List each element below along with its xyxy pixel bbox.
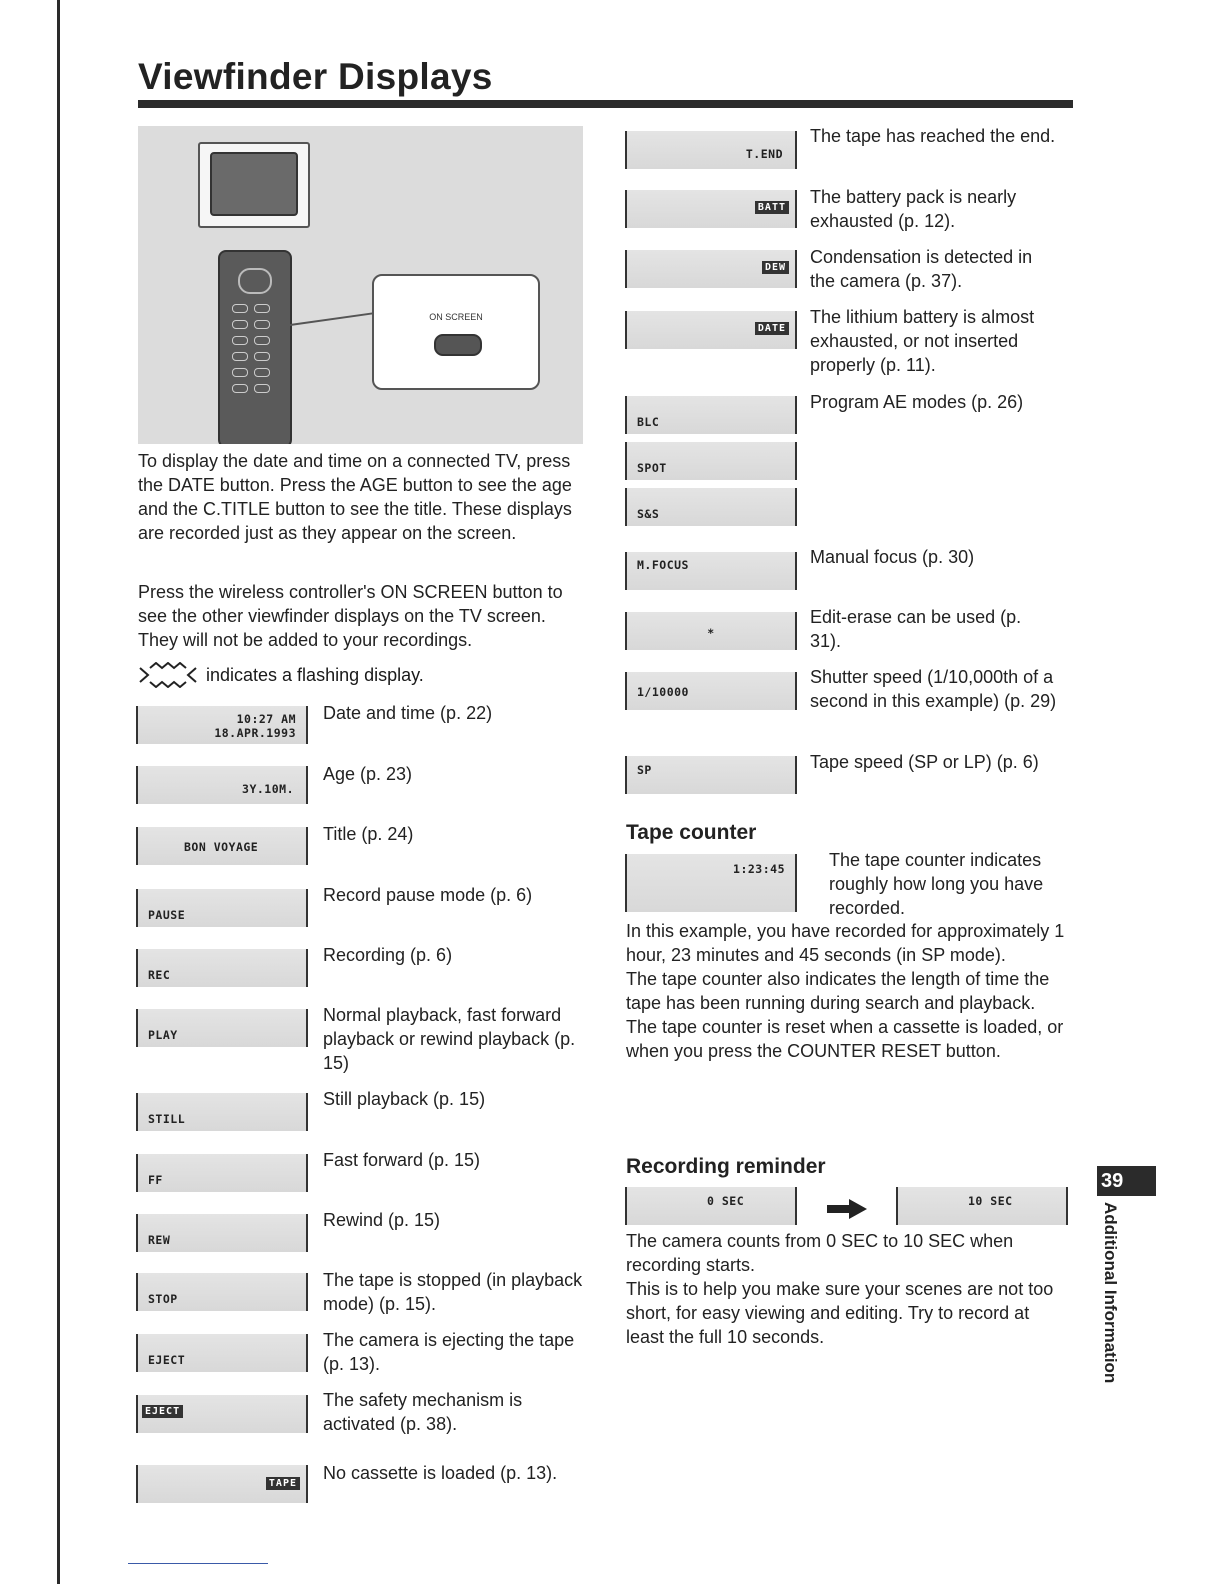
desc-dew: Condensation is detected in the camera (p. 37). bbox=[810, 247, 1033, 291]
display-batt bbox=[625, 190, 797, 228]
callout-pointer bbox=[290, 312, 373, 326]
display-text: EJECT bbox=[142, 1405, 183, 1418]
flashing-burst-icon bbox=[755, 322, 789, 335]
desc-play: Normal playback, fast forward playback or rewind playback (p. 15) bbox=[323, 1005, 576, 1073]
display-text: FF bbox=[148, 1173, 163, 1187]
display-text-2: 18.APR.1993 bbox=[214, 726, 296, 740]
page-title: Viewfinder Displays bbox=[138, 56, 493, 97]
display-s-and-s bbox=[625, 488, 797, 526]
desc-date-flashing: The lithium battery is almost exhausted, or not inserted properly (p. 11). bbox=[810, 307, 1035, 375]
display-tape-counter bbox=[625, 854, 797, 912]
desc-age: Age (p. 23) bbox=[323, 764, 413, 784]
flashing-burst-icon bbox=[138, 662, 198, 688]
display-pause bbox=[136, 889, 308, 927]
display-date-time bbox=[136, 706, 308, 744]
display-text: BLC bbox=[637, 415, 660, 429]
display-date-flashing bbox=[625, 311, 797, 349]
desc-program-ae: Program AE modes (p. 26) bbox=[810, 392, 1024, 412]
desc-shutter: Shutter speed (1/10,000th of a second in this example) (p. 29) bbox=[810, 667, 1057, 711]
display-ff bbox=[136, 1154, 308, 1192]
desc-eject-flashing: The safety mechanism is activated (p. 38). bbox=[323, 1390, 523, 1434]
display-text: 1:23:45 bbox=[733, 862, 785, 876]
left-margin-rule bbox=[57, 0, 60, 1584]
intro-paragraph-1: To display the date and time on a connected TV, press the DATE button. Press the AGE button to see the age and the C.TITLE button to see the title. These displays are recorded just as they appear on the screen. bbox=[138, 451, 572, 543]
desc-edit-erase: Edit-erase can be used (p. 31). bbox=[810, 607, 1022, 651]
display-text: 0 SEC bbox=[707, 1194, 745, 1208]
display-text: DEW bbox=[762, 261, 789, 274]
remote-controller-icon bbox=[218, 250, 292, 444]
display-text: EJECT bbox=[148, 1353, 186, 1367]
recording-reminder-body: The camera counts from 0 SEC to 10 SEC when recording starts. This is to help you make sure your scenes are not too short, for easy viewing and editing. Try to record at least the full 10 seconds. bbox=[626, 1231, 1054, 1347]
display-text: SP bbox=[637, 763, 652, 777]
display-text: 10 SEC bbox=[968, 1194, 1013, 1208]
bottom-margin-mark bbox=[128, 1563, 268, 1564]
desc-still: Still playback (p. 15) bbox=[323, 1089, 486, 1109]
display-text: DATE bbox=[755, 322, 789, 335]
display-text: PLAY bbox=[148, 1028, 178, 1042]
desc-tend: The tape has reached the end. bbox=[810, 126, 1056, 146]
display-text: STILL bbox=[148, 1112, 186, 1126]
display-m-focus bbox=[625, 552, 797, 590]
display-text: BATT bbox=[755, 201, 789, 214]
flashing-burst-icon bbox=[755, 201, 789, 214]
display-text: M.FOCUS bbox=[637, 558, 689, 572]
display-text: T.END bbox=[745, 147, 783, 161]
display-blc bbox=[625, 396, 797, 434]
tape-counter-desc: The tape counter indicates roughly how long you have recorded. bbox=[829, 850, 1044, 918]
desc-tape-flashing: No cassette is loaded (p. 13). bbox=[323, 1463, 558, 1483]
desc-sp: Tape speed (SP or LP) (p. 6) bbox=[810, 752, 1039, 772]
on-screen-button-icon bbox=[434, 334, 482, 356]
desc-stop: The tape is stopped (in playback mode) (p. 15). bbox=[323, 1270, 583, 1314]
on-screen-callout bbox=[372, 274, 540, 390]
desc-rew: Rewind (p. 15) bbox=[323, 1210, 441, 1230]
arrow-right-icon bbox=[825, 1198, 869, 1220]
display-text: REC bbox=[148, 968, 171, 982]
section-side-label: Additional Information bbox=[1101, 1202, 1120, 1384]
desc-pause: Record pause mode (p. 6) bbox=[323, 885, 533, 905]
display-text: REW bbox=[148, 1233, 171, 1247]
display-sp bbox=[625, 756, 797, 794]
display-age bbox=[136, 766, 308, 804]
desc-batt: The battery pack is nearly exhausted (p. 12). bbox=[810, 187, 1017, 231]
title-underline bbox=[138, 100, 1073, 108]
display-play bbox=[136, 1009, 308, 1047]
display-text: S&S bbox=[637, 507, 660, 521]
flashing-burst-icon bbox=[266, 1477, 300, 1490]
display-rew bbox=[136, 1214, 308, 1252]
display-10-sec bbox=[896, 1187, 1068, 1225]
flashing-burst-icon bbox=[142, 1405, 183, 1418]
display-eject bbox=[136, 1334, 308, 1372]
intro-paragraph-2: Press the wireless controller's ON SCREEN button to see the other viewfinder displays on the TV screen. They will not be added to your recordings. bbox=[138, 582, 563, 650]
display-eject-flashing bbox=[136, 1395, 308, 1433]
recording-reminder-heading: Recording reminder bbox=[626, 1155, 826, 1178]
desc-date-time: Date and time (p. 22) bbox=[323, 703, 493, 723]
display-tape-flashing bbox=[136, 1465, 308, 1503]
remote-illustration bbox=[138, 126, 583, 444]
page-number-badge: 39 bbox=[1097, 1166, 1156, 1196]
display-rec bbox=[136, 949, 308, 987]
display-text: STOP bbox=[148, 1292, 178, 1306]
tape-counter-heading: Tape counter bbox=[626, 821, 757, 844]
flash-legend-text: indicates a flashing display. bbox=[206, 665, 424, 685]
display-dew bbox=[625, 250, 797, 288]
display-text: * bbox=[707, 626, 715, 640]
on-screen-label: ON SCREEN bbox=[429, 312, 483, 322]
display-stop bbox=[136, 1273, 308, 1311]
display-text: BON VOYAGE bbox=[184, 840, 259, 854]
desc-m-focus: Manual focus (p. 30) bbox=[810, 547, 975, 567]
display-edit-erase bbox=[625, 612, 797, 650]
desc-title: Title (p. 24) bbox=[323, 824, 414, 844]
flashing-burst-icon bbox=[762, 261, 789, 274]
desc-ff: Fast forward (p. 15) bbox=[323, 1150, 481, 1170]
tv-icon bbox=[198, 142, 310, 228]
tape-counter-body: In this example, you have recorded for approximately 1 hour, 23 minutes and 45 seconds (in SP mode). The tape counter also indicates the length of time the tape has been running during search and playback. The tape counter is reset when a cassette is loaded, or when you press the COUNTER RESET button. bbox=[626, 921, 1065, 1061]
flash-legend bbox=[138, 662, 424, 688]
display-still bbox=[136, 1093, 308, 1131]
desc-rec: Recording (p. 6) bbox=[323, 945, 453, 965]
display-text: 3Y.10M. bbox=[242, 782, 294, 796]
display-text: 1/10000 bbox=[637, 685, 689, 699]
display-0-sec bbox=[625, 1187, 797, 1225]
desc-eject: The camera is ejecting the tape (p. 13). bbox=[323, 1330, 575, 1374]
display-title bbox=[136, 827, 308, 865]
display-text: SPOT bbox=[637, 461, 667, 475]
display-text: PAUSE bbox=[148, 908, 186, 922]
display-shutter bbox=[625, 672, 797, 710]
display-text: TAPE bbox=[266, 1477, 300, 1490]
display-text: 10:27 AM bbox=[236, 712, 296, 726]
display-tend bbox=[625, 131, 797, 169]
display-spot bbox=[625, 442, 797, 480]
